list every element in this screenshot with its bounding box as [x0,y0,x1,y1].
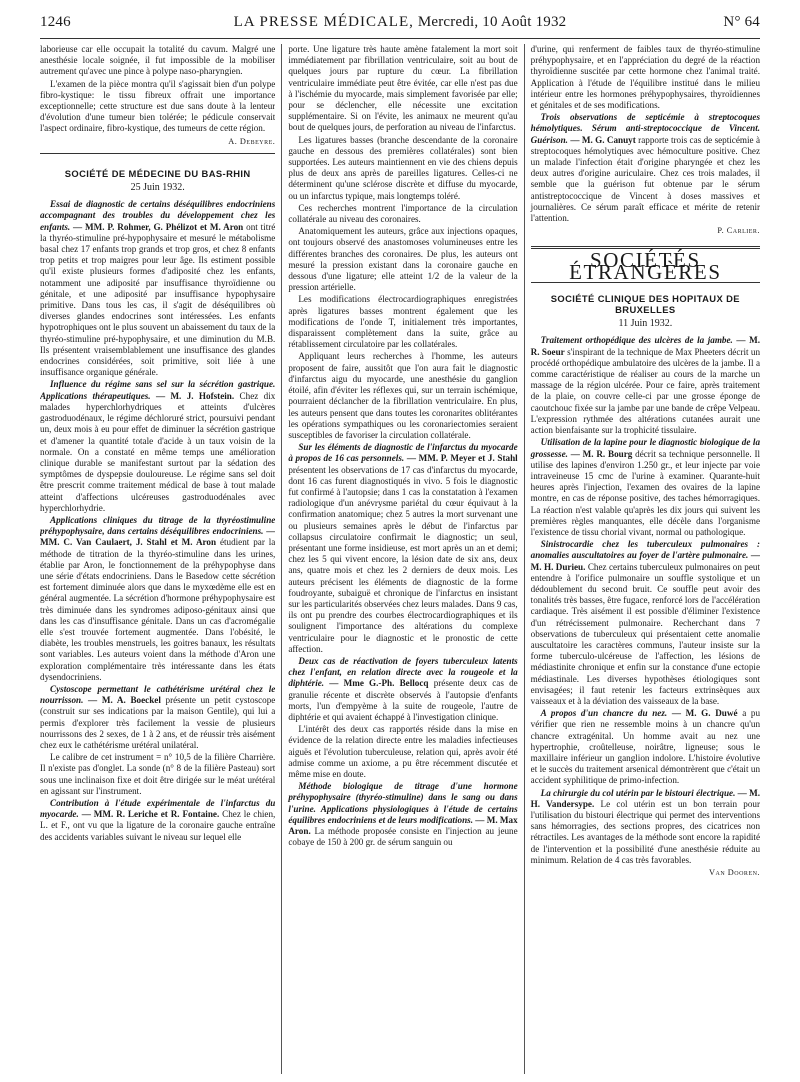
page-header [40,14,760,36]
article-entry [40,199,275,378]
article-title: Deux cas de réactivation de foyers tuberculeux latents chez l'enfant, en relation directe avec la rougeole et la diphtérie. [288,655,518,689]
article-authors: — M. R. Bourg [570,448,633,459]
journal-name: LA PRESSE MÉDICALE, [233,14,414,30]
article-entry [531,437,760,538]
article-authors: — M. A. Boeckel [88,695,161,706]
article-authors: — M. G. Duwé [671,708,738,719]
article-entry [531,335,760,436]
signature: P. Carlier. [717,226,761,236]
article-title: Méthode biologique de titrage d'une hormone préhypophysaire (thyréo-stimuline) dans le sang ou dans l'urine. Applications physiologiques à l'étude de certains équilibres endocriniens et de leurs modifications. [288,781,518,825]
article-authors: — MM. P. Meyer et J. Stahl [406,453,518,464]
paragraph: d'urine, qui renferment de faibles taux de thyréo-stimuline préhypophysaire, et en l'appréciation du degré de la réaction thyroïdienne suscitée par cette hormone chez l'animal traité. Application à l'étude de l'équilibre institué dans le milieu intérieur entre les hormones préhypophysaires, thyroïdiennes et génitales et de ses modifications. [530,44,761,111]
article-entry [288,781,517,848]
article-authors: — M. J. Hofstein. [155,390,235,401]
article-title: Applications cliniques du titrage de la thyréostimuline préhypophysaire, dans certains déséquilibres endocriniens. [40,514,276,537]
article-body: La méthode proposée consiste en l'injection au jeune cobaye de 150 à 200 gr. de sérum sanguin ou [288,826,518,848]
article-title: Sinistrocardie chez les tuberculeux pulmonaires : anomalies auscultatoires au foyer de l'artère pulmonaire. [530,539,761,561]
article-authors: — Mme G.-Ph. Bellocq [329,678,429,689]
article-title: Contribution à l'étude expérimentale de l'infarctus du myocarde. [40,798,276,820]
article-authors: — M. H. Durieu. [530,550,761,572]
article-authors: — M. R. Soeur [530,335,761,357]
society-heading: SOCIÉTÉ CLINIQUE DES HOPITAUX DE BRUXELLES [550,292,740,316]
session-date: 25 Juin 1932. [130,182,185,194]
article-body: présente un petit cystoscope (construit sur ses indications par la maison Gentile), qui lui a permis d'explorer très facilement la vessie de plusieurs nourrissons des 2 sexes, de 1 à 2 ans, et de réussir très aisément chez eux le cathétérisme urétéral unilatéral. [40,695,276,750]
article-authors: — MM. C. Van Caulaert, J. Stahl et M. Aron [40,526,276,548]
article-body: Chez certains tuberculeux pulmonaires on peut entendre à l'orifice pulmonaire un souffle systolique et un dédoublement du second bruit. Ce souffle peut avoir des tonalités très basses, être fugace, renforcé lors de l'accélération cardiaque. Très aisément il est possible d'éliminer l'existence d'un rétrécissement pulmonaire. Recherchant dans 7 observations de tuberculeux qui présentaient cette anomalie auscultatoire les caractères communs, l'auteur insiste sur la forme tuberculo-ulcéreuse de l'affection, les lésions de médiastinite chronique et enfin sur la constance d'une ectopie médiastinale. Les diverses hypothèses étiologiques sont envisagées; il faut retenir les facteurs extrinsèques aux vaisseaux et à la déviation des vaisseaux de la base. [530,561,761,706]
article-authors: — M. G. Canuyt [570,134,636,145]
article-title: Utilisation de la lapine pour le diagnostic biologique de la grossesse. [530,437,761,459]
article-entry [40,515,275,683]
article-title: Essai de diagnostic de certains déséquilibres endocriniens accompagnant des troubles du développement chez les enfants. [40,199,276,232]
article-title: Cystoscope permettant le cathétérisme urétéral chez le nourrisson. [40,683,276,706]
page-number: 1246 [40,14,71,30]
article-body: a pu vérifier que rien ne ressemble moins à un chancre qu'un chancre extragénital. Un homme avait au nez une hypertrophie, croûtelleuse, noirâtre, ligneuse; sous le maxillaire inférieur un ganglion indolore. L'histoire évolutive et le succès du traitement arsenical démontrèrent que c'était un accident syphilitique de primo-infection. [530,708,761,786]
signature: Van Dooren. [709,868,761,878]
paragraph: L'examen de la pièce montra qu'il s'agissait bien d'un polype fibro-kystique: le tissu fibreux offrait une importance exceptionnelle; cette structure est due sans doute à la lenteur d'évolution d'une tumeur bien tolérée; le pédicule conservait l'aspect ordinaire, fibro-kystique, des tumeurs de cette région. [40,78,276,134]
article-authors: — MM. P. Rohmer, G. Phélizot et M. Aron [73,221,244,232]
header-rule [40,38,760,39]
column-3 [524,44,760,1074]
column-2 [281,44,517,1074]
article-title: Trois observations de septicémie à streptocoques hémolytiques. Sérum anti-streptococcique de Vincent. Guérison. [530,112,761,145]
article-entry [531,708,760,786]
article-entry [531,539,760,707]
paragraph: Ces recherches montrent l'importance de la circulation collatérale au niveau des coronaires. [288,202,518,225]
article-authors: — M. Max Aron. [288,814,518,837]
article-body: présente deux cas de granulie récente et discrète observés à l'autopsie d'enfants morts, l'un d'empyème à la suite de rougeole, l'autre de diphtérie et qui avaient échappé à l'investigation clinique. [288,678,518,722]
paragraph: laborieuse car elle occupait la totalité du cavum. Malgré une anesthésie locale soignée, il fut impossible de la mobiliser autrement qu'avec une pince à polype naso-pharyngien. [40,44,276,77]
article-body: Le col utérin est un bon terrain pour l'utilisation du bistouri électrique qui permet des interventions sans hémorragies, des sections propres, des cicatrices non rétractiles. Les avantages de la méthode sont encore la rapidité de l'intervention et la possibilité d'une anesthésie réduite au minimum. Relation de 4 cas très favorables. [530,798,761,865]
article-entry [40,379,275,513]
paragraph: Les ligatures basses (branche descendante de la coronaire gauche en dessous des premières collatérales) sont bien supportées. Les auteurs maintiennent en vie des chiens depuis plus de deux ans après de pareilles ligatures. Celles-ci ne déterminent qu'une sclérose discrète et diffuse du myocarde, ou un infarctus typique, mais longtemps toléré. [288,134,518,201]
paragraph: L'intérêt des deux cas rapportés réside dans la mise en évidence de la relation directe entre les maladies infectieuses aiguës et l'évolution tuberculeuse, relation qui, après avoir été admise comme un axiome, a pu être récemment discutée et même mise en doute. [288,724,518,779]
society-heading: SOCIÉTÉ DE MÉDECINE DU BAS-RHIN [64,167,251,179]
signature: A. Debeyre. [228,136,276,146]
article-title: La chirurgie du col utérin par le bistouri électrique. [540,787,736,798]
article-body: rapporte trois cas de septicémie à streptocoques hémolytiques avec hémoculture positive. Chez un malade l'infection était d'origine pharyngée et chez les deux autres d'origine auriculaire. Chez ces trois malades, il semble que la guérison fut obtenue par le sérum antistreptococcique de Vincent à doses massives et journalières. Ce sérum paraît efficace et mérite de retenir l'attention. [530,134,761,224]
article-title: A propos d'un chancre du nez. [540,708,668,719]
paragraph: Anatomiquement les auteurs, grâce aux injections opaques, ont toujours observé des anastomoses volumineuses entre les différentes branches des coronaires. De plus, les auteurs ont mesuré la pression existant dans la coronaire gauche en dessous d'une ligature; elle atteint 1/2 de la valeur de la pression artérielle. [288,226,518,293]
article-entry [288,442,517,655]
paragraph: Les modifications électrocardiographiques enregistrées après ligatures basses montrent également que les modifications de l'onde T, initialement très importantes, disparaissent complètement dans la suite, grâce au rétablissement circulatoire par les collatérales. [288,294,518,350]
article-columns [40,44,760,1074]
article-body: Chez dix malades hyperchlorhydriques et atteints d'ulcères gastroduodénaux, le régime déchloruré strict, poursuivi pendant un, deux mois à eu pour effet de diminuer la sécrétion gastrique et d'amener la quantité totale d'acide à un taux voisin de la normale. On a constaté en même temps une amélioration clinique durable se manifestant surtout par la sédation des symptômes de dyspepsie douloureuse. Le régime sans sel doit être prescrit comme traitement médical de base à tout malade atteint d'affections ulcéreuses gastroduodénales avec hyperchlorhydrie. [40,390,276,513]
article-body: s'inspirant de la technique de Max Pheeters décrit un procédé orthopédique ambulatoire des ulcères de la jambe. Il a comme caractéristique de réaliser au cours de la marche un massage de la région ulcérée. Pour ce faire, après traitement de la plaie, on couvre celle-ci par une grosse éponge de caoutchouc fixée sur la jambe par une bande de crêpe Velpeau. L'expression rythmée des altérations cutanées aurait une action bienfaisante sur la trophicité tissulaire. [530,346,761,436]
article-authors: — MM. R. Leriche et R. Fontaine. [81,809,220,820]
column-1 [40,44,275,1074]
article-body: Chez le chien, L. et F., ont vu que la ligature de la coronaire gauche entraîne des accidents variables suivant le niveau sur lequel elle [40,809,276,842]
article-entry [531,788,760,866]
session-date: 11 Juin 1932. [618,318,673,330]
article-entry [531,112,760,224]
article-entry [288,656,517,723]
article-title: Sur les éléments de diagnostic de l'infarctus du myocarde à propos de 16 cas personnels. [288,442,518,464]
journal-title-line [100,14,700,31]
article-authors: — M. H. Vandersype. [530,787,761,809]
article-entry [40,798,275,843]
paragraph: Le calibre de cet instrument = n° 10,5 de la filière Charrière. Il n'existe pas d'onglet. La sonde (n° 8 de la filière Pasteau) sort sous une inclinaison fixe et doit être dirigée sur le méat urétéral en agissant sur l'instrument. [40,752,276,796]
article-body: décrit sa technique personnelle. Il utilise des lapines d'environ 1.250 gr., et leur injecte par voie intraveineuse 15 cmc de l'urine à examiner. Quarante-huit heures après l'injection, l'examen des ovaires de la lapine montre, en cas de réponse positive, des taches hémorragiques. La réaction n'est valable qu'après les dix jours qui suivent les premières règles manquantes, elle décèle dans l'organisme l'existence de tissu chorial vivant, normal ou pathologique. [530,448,761,537]
paragraph: porte. Une ligature très haute amène fatalement la mort soit immédiatement par fibrillation ventriculaire, soit au bout de quelques jours par rupture du cœur. La fibrillation ventriculaire immédiate peut être évitée, car elle n'est pas due à l'ischémie du myocarde, mais simplement favorisée par elle; pour se déclencher, elle nécessite une excitation supplémentaire. Si on l'évite, les animaux ne meurent qu'au bout de quelques jours, de perforation au niveau de l'infarctus. [288,44,518,133]
article-body: étudient par la méthode de titration de la thyréo-stimuline dans les urines, établie par Aron, le fonctionnement de la préhypophyse dans une série d'états endocriniens. Dans le Basedow cette sécrétion est fortement diminuée alors que dans le myxœdème elle est en général augmentée. La sécrétion d'hormone préhypophysaire est très diminuée dans les syndromes adiposo-génitaux ainsi que dans les cas d'insuffisance génitale. Dans un cas d'acromégalie elle s'est trouvée fortement augmentée. Dans l'obésité, le diabète, les troubles menstruels, les goitres banaux, les résultats sont variables. Les auteurs voient dans la méthode d'Aron une exploration complémentaire très intéressante dans les états dysendocriniens. [40,537,276,682]
article-body: ont titré la thyréo-stimuline pré-hypophysaire et mesuré le métabolisme basal chez 17 enfants trop grands et trop gros, et chez 8 enfants trop petits et trop maigres pour leur âge. Ils estiment possible qu'il existe plusieurs formes d'adiposité chez les enfants, notamment une adiposité par insuffisance thyroïdienne ou génitale, et une adiposité par insuffisance hypophysaire primitive. Dans tous les cas, il s'agit de déséquilibres où diverses glandes endocrines sont intéressées. Les enfants hypotrophiques ont le plus souvent un abaissement du taux de la thyréo-stimuline pré-hypophysaire, et une diminution du M.B. Ils présentent vraisemblablement une insuffisance des glandes endocrines considérées, soit primitive, soit liée à une insuffisance organique générale. [40,221,276,378]
issue-number: N° 64 [723,14,760,30]
article-title: Influence du régime sans sel sur la sécrétion gastrique. Applications thérapeutiques. [40,379,276,401]
article-title: Traitement orthopédique des ulcères de la jambe. [540,335,733,346]
section-heading: SOCIÉTÉS ÉTRANGÈRES [569,248,722,284]
paragraph: Appliquant leurs recherches à l'homme, les auteurs proposent de faire, aussitôt que l'on aura fait le diagnostic d'infarctus aigu du myocarde, une anesthésie du ganglion étoilé, afin d'éviter les réflexes qui, sur un terrain ischémique, pourraient déclancher de la fibrillation ventriculaire. En plus, les auteurs pensent que dans toutes les coronarites oblitérantes les opérations sympathiques ou les coronariectomies seraient susceptibles de favoriser la circulation collatérale. [288,351,518,440]
article-entry [40,684,275,751]
issue-date: Mercredi, 10 Août 1932 [417,14,567,30]
section-divider [40,153,275,154]
article-body: présentent les observations de 17 cas d'infarctus du myocarde, dont 16 cas furent diagnostiqués in vivo. 5 fois le diagnostic fut confirmé à l'autopsie; dans 1 cas la constatation à l'examen radiologique d'un anévrysme pariétal du cœur équivaut à la confirmation anatomique; chez 5 autres la mort survenant une ou plusieurs semaines après le début de l'infarctus par collapsus circulatoire confirmait le diagnostic; un seul, présentant une forme insidieuse, est mort après un an et demi; chez les 5 qui vivent encore, la lésion date de six ans, deux ans, quatre mois et chez les 2 derniers de deux mois. Les auteurs précisent les éléments de diagnostic de la forme foudroyante, subaiguë et chronique de l'infarctus en insistant sur les particularités observées chez leurs malades. Dans 9 cas, ils ont pu prendre des courbes électrocardiographiques et ils soulignent l'importance des altérations du complexe ventriculaire pour le diagnostic et le pronostic de cette affection. [288,464,518,654]
